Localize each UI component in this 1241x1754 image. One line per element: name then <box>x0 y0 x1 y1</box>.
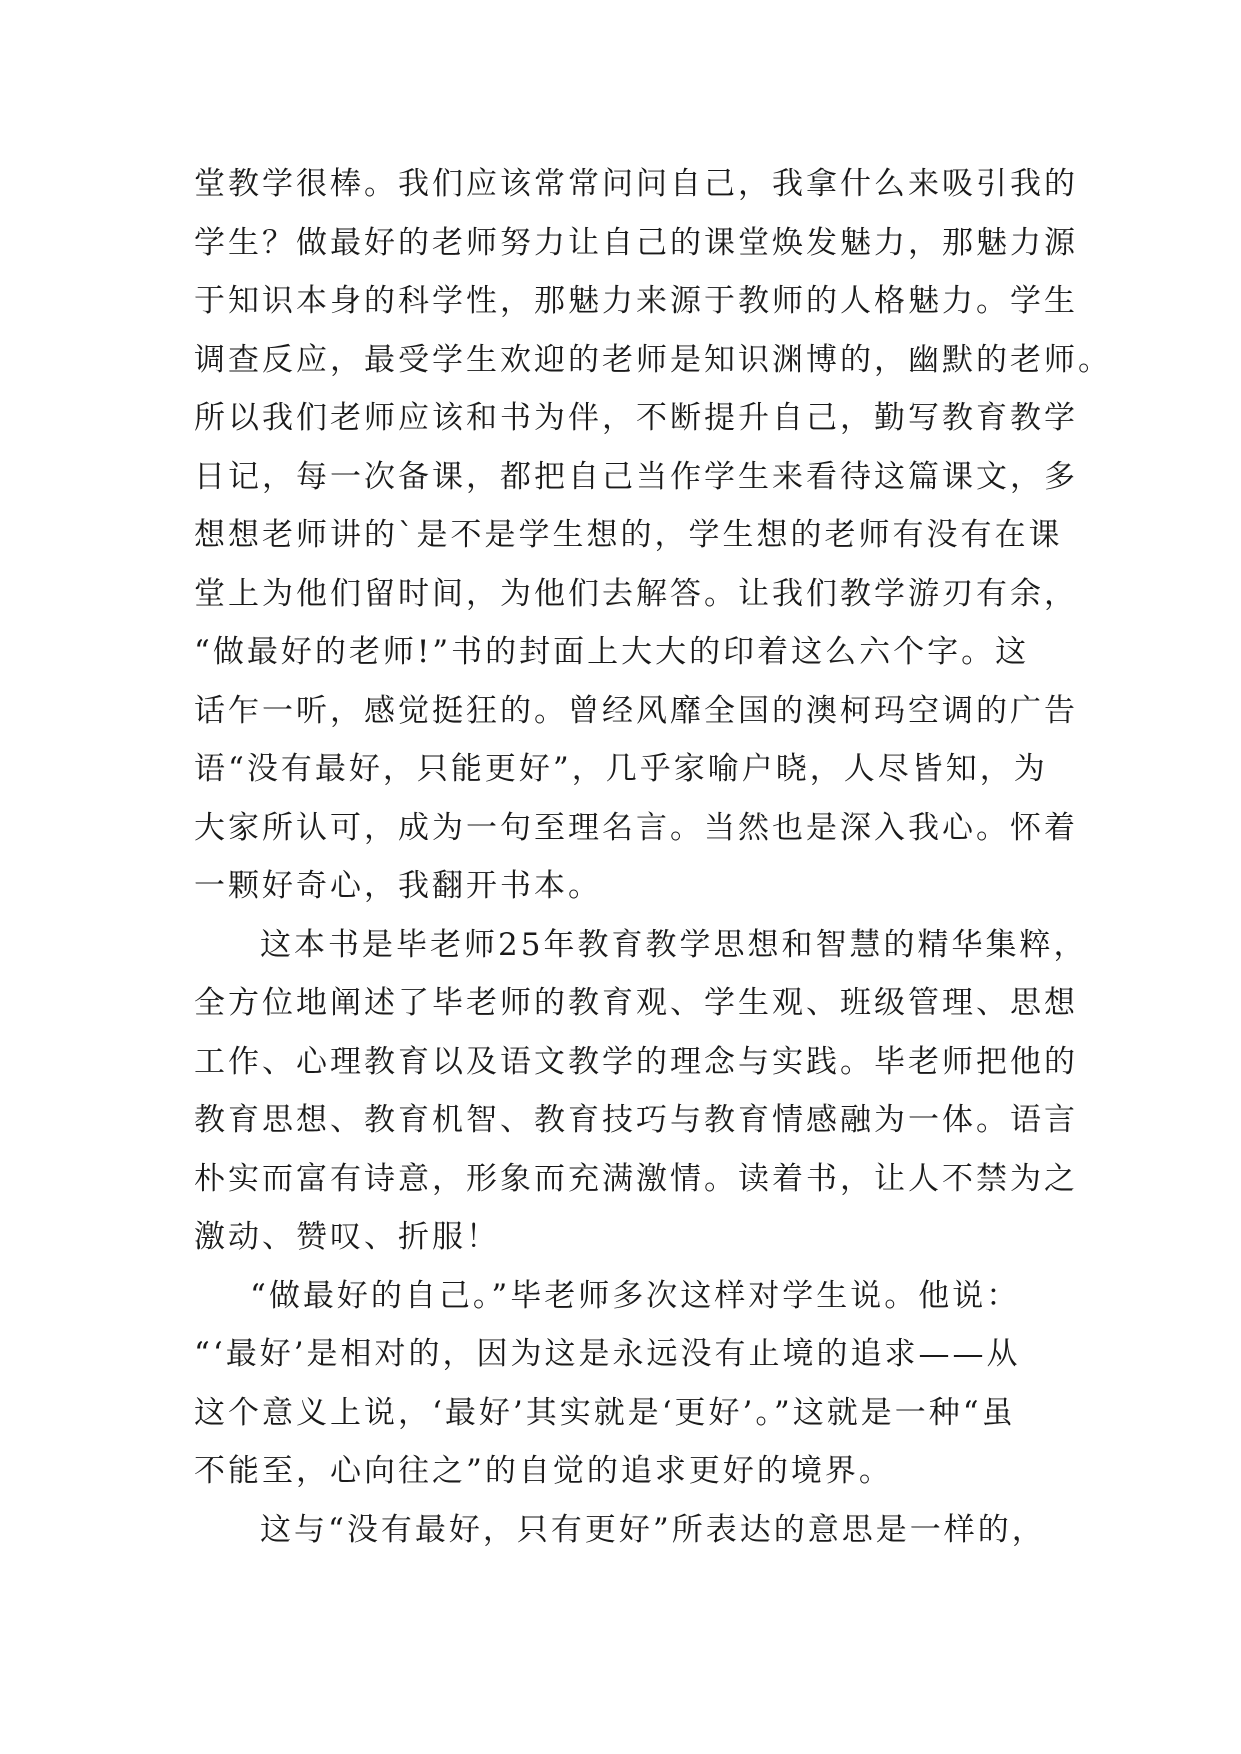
text-line: 不能至，心向往之”的自觉的追求更好的境界。 <box>194 1453 893 1489</box>
text-line: 学生？做最好的老师努力让自己的课堂焕发魅力，那魅力源 <box>194 224 1078 261</box>
text-line: 工作、心理教育以及语文教学的理念与实践。毕老师把他的 <box>194 1043 1078 1080</box>
text-line: 堂上为他们留时间，为他们去解答。让我们教学游刃有余， <box>194 575 1078 612</box>
text-line: 一颗好奇心，我翻开书本。 <box>194 868 602 904</box>
text-line: 堂教学很棒。我们应该常常问问自己，我拿什么来吸引我的 <box>194 166 1078 202</box>
text-line: 这个意义上说，‘最好’其实就是‘更好’。”这就是一种“虽 <box>194 1394 1016 1431</box>
paragraph-start-line: 这与“没有最好，只有更好”所表达的意思是一样的， <box>260 1511 1046 1548</box>
body-text <box>194 155 1112 1559</box>
text-line: 于知识本身的科学性，那魅力来源于教师的人格魅力。学生 <box>194 283 1078 319</box>
text-line: 大家所认可，成为一句至理名言。当然也是深入我心。怀着 <box>194 809 1078 846</box>
text-line: 教育思想、教育机智、教育技巧与教育情感融为一体。语言 <box>194 1102 1078 1138</box>
paragraph-start-line: 这本书是毕老师25年教育教学思想和智慧的精华集粹， <box>260 926 1088 963</box>
text-line: 所以我们老师应该和书为伴，不断提升自己，勤写教育教学 <box>194 400 1078 436</box>
paragraph-start-line: “做最好的自己。”毕老师多次这样对学生说。他说： <box>250 1277 1021 1314</box>
text-line: 激动、赞叹、折服！ <box>194 1219 500 1255</box>
text-line: 话乍一听，感觉挺狂的。曾经风靡全国的澳柯玛空调的广告 <box>194 692 1078 729</box>
text-line: 想想老师讲的`是不是学生想的，学生想的老师有没有在课 <box>194 517 1063 553</box>
text-line: “‘最好’是相对的，因为这是永远没有止境的追求——从 <box>194 1336 1021 1372</box>
text-line: 朴实而富有诗意，形象而充满激情。读着书，让人不禁为之 <box>194 1160 1078 1197</box>
text-line: 语“没有最好，只能更好”，几乎家喻户晓，人尽皆知，为 <box>194 751 1048 787</box>
text-line: 调查反应，最受学生欢迎的老师是知识渊博的，幽默的老师。 <box>194 341 1112 378</box>
text-line: 日记，每一次备课，都把自己当作学生来看待这篇课文，多 <box>194 458 1078 495</box>
text-line: “做最好的老师!”书的封面上大大的印着这么六个字。这 <box>194 634 1030 670</box>
text-line: 全方位地阐述了毕老师的教育观、学生观、班级管理、思想 <box>194 985 1078 1021</box>
